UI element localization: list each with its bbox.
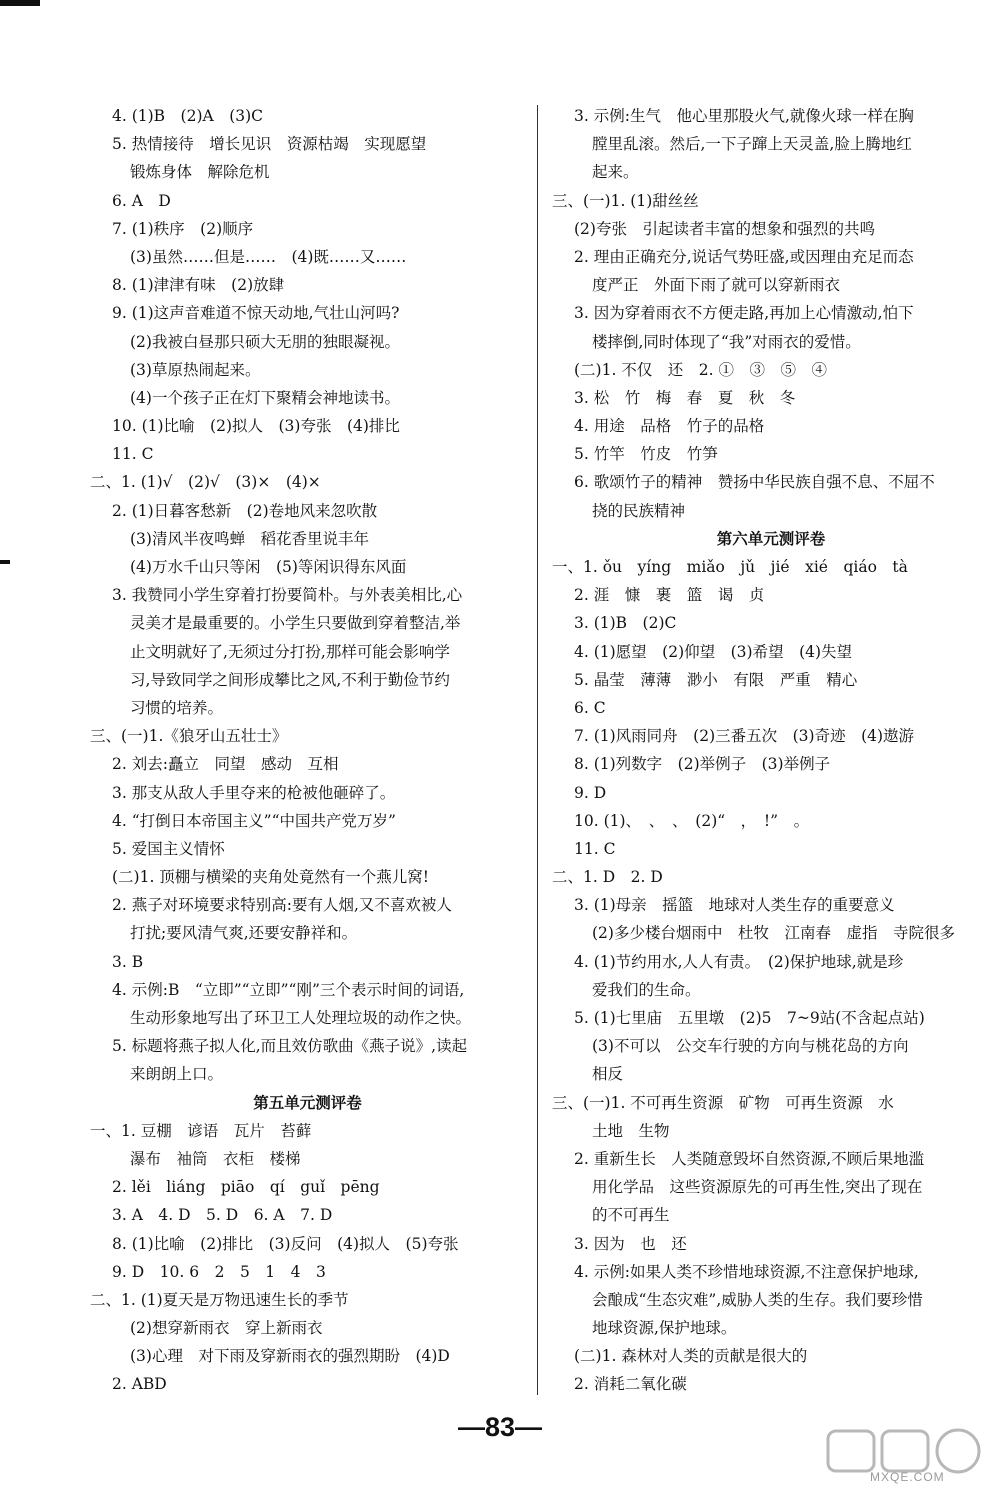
answer-line: 5. (1)七里庙 五里墩 (2)5 7~9站(不含起点站) — [574, 1009, 925, 1027]
answer-line: 4. 用途 品格 竹子的品格 — [574, 417, 765, 436]
answer-line: 8. (1)比喻 (2)排比 (3)反问 (4)拟人 (5)夸张 — [112, 1234, 459, 1253]
answer-line: 3. (1)母亲 摇篮 地球对人类生存的重要意义 — [574, 896, 895, 915]
answer-line: 9. D — [574, 783, 607, 802]
answer-line: 用化学品 这些资源原先的可再生性,突出了现在 — [592, 1178, 923, 1197]
answer-line: 2. 涯 慷 裹 篮 谒 贞 — [574, 586, 765, 605]
answer-line: 6. 歌颂竹子的精神 赞扬中华民族自强不息、不屈不 — [574, 473, 935, 492]
answer-line: 三、(一)1. (1)甜丝丝 — [552, 191, 699, 210]
answer-line: 5. 爱国主义情怀 — [112, 839, 225, 858]
answer-line: 习惯的培养。 — [130, 698, 224, 717]
answer-line: 7. (1)秩序 (2)顺序 — [112, 219, 254, 238]
answer-line: 2. 消耗二氧化碳 — [574, 1375, 687, 1394]
answer-line: 打扰;要风清气爽,还要安静祥和。 — [130, 924, 358, 943]
answer-line: 3. 示例:生气 他心里那股火气,就像火球一样在胸 — [574, 107, 914, 125]
answer-line: 3. 因为 也 还 — [574, 1234, 687, 1253]
answer-line: 二、1. (1)√ (2)√ (3)× (4)× — [90, 473, 321, 492]
answer-line: 6. A D — [112, 191, 171, 210]
answer-line: 相反 — [592, 1065, 624, 1084]
answer-line: (4)一个孩子正在灯下聚精会神地读书。 — [130, 388, 400, 407]
answer-line: 2. 刘去:矗立 同望 感动 互相 — [112, 755, 339, 774]
section-title: 第五单元测评卷 — [253, 1092, 362, 1112]
answer-line: 9. (1)这声音难道不惊天动地,气壮山河吗? — [112, 304, 400, 323]
answer-line: 5. 竹竿 竹皮 竹笋 — [574, 445, 718, 464]
answer-line: 2. (1)日暮客愁新 (2)卷地风来忽吹散 — [112, 501, 378, 520]
answer-line: (3)草原热闹起来。 — [130, 360, 261, 379]
answer-line: (2)我被白昼那只硕大无朋的独眼凝视。 — [130, 332, 400, 351]
answer-line: (3)不可以 公交车行驶的方向与桃花岛的方向 — [592, 1037, 909, 1056]
answer-line: 11. C — [574, 839, 616, 858]
answer-line: 2. ABD — [112, 1375, 167, 1394]
answer-line: 一、1. ǒu yíng miǎo jǔ jié xié qiáo tà — [552, 558, 908, 576]
answer-line: (4)万水千山只等闲 (5)等闲识得东风面 — [130, 558, 407, 576]
answer-line: 生动形象地写出了环卫工人处理垃圾的动作之快。 — [130, 1009, 472, 1027]
answer-line: 3. 因为穿着雨衣不方便走路,再加上心情激动,怕下 — [574, 304, 914, 323]
answer-line: 土地 生物 — [592, 1121, 670, 1140]
column-divider — [537, 105, 538, 1395]
answer-line: 4. “打倒日本帝国主义”“中国共产党万岁” — [112, 811, 396, 830]
left-column — [90, 102, 525, 1399]
answer-line: 的不可再生 — [592, 1206, 670, 1225]
section-title: 第六单元测评卷 — [716, 528, 826, 548]
answer-line: 7. (1)风雨同舟 (2)三番五次 (3)奇迹 (4)遨游 — [574, 727, 915, 746]
answer-line: 2. 重新生长 人类随意毁坏自然资源,不顾后果地滥 — [574, 1149, 925, 1168]
answer-line: (二)1. 森林对人类的贡献是很大的 — [574, 1347, 808, 1366]
answer-line: 起来。 — [592, 163, 639, 182]
answer-line: (3)清风半夜鸣蝉 稻花香里说丰年 — [130, 529, 369, 548]
answer-line: 4. (1)节约用水,人人有责。 (2)保护地球,就是珍 — [574, 952, 904, 971]
answer-line: 5. 热情接待 增长见识 资源枯竭 实现愿望 — [112, 135, 427, 154]
answer-line: (2)夸张 引起读者丰富的想象和强烈的共鸣 — [574, 219, 875, 238]
answer-line: 2. lěi liáng piāo qí guǐ pēng — [112, 1178, 380, 1197]
answer-line: 5. 标题将燕子拟人化,而且效仿歌曲《燕子说》,读起 — [112, 1037, 468, 1056]
answer-line: (2)多少楼台烟雨中 杜牧 江南春 虚指 寺院很多 — [592, 924, 955, 943]
answer-line: 楼摔倒,同时体现了“我”对雨衣的爱惜。 — [592, 332, 861, 351]
answer-line: 10. (1)、 、 、 (2)“ ， !” 。 — [574, 811, 810, 830]
answer-line: 爱我们的生命。 — [592, 980, 701, 999]
answer-line: 习,导致同学之间形成攀比之风,不利于勤俭节约 — [130, 670, 450, 689]
answer-line: 3. B — [112, 952, 144, 971]
answer-line: (3)虽然……但是…… (4)既……又…… — [130, 247, 407, 266]
answer-line: 10. (1)比喻 (2)拟人 (3)夸张 (4)排比 — [112, 417, 400, 436]
answer-line: 锻炼身体 解除危机 — [130, 163, 270, 182]
answer-line: 6. C — [574, 698, 606, 717]
answer-line: 3. (1)B (2)C — [574, 614, 677, 633]
answer-line: 3. 我赞同小学生穿着打扮要简朴。与外表美相比,心 — [112, 586, 463, 605]
answer-line: 膛里乱滚。然后,一下子蹿上天灵盖,脸上腾地红 — [592, 135, 912, 154]
answer-line: 4. 示例:B “立即”“立即”“刚”三个表示时间的词语, — [112, 980, 465, 999]
top-corner-mark — [0, 0, 40, 6]
answer-line: 2. 燕子对环境要求特别高:要有人烟,又不喜欢被人 — [112, 896, 452, 915]
answer-line: 二、1. D 2. D — [552, 868, 663, 887]
answer-line: 三、(一)1. 不可再生资源 矿物 可再生资源 水 — [552, 1093, 894, 1112]
answer-line: 8. (1)列数字 (2)举例子 (3)举例子 — [574, 755, 831, 774]
answer-line: 2. 理由正确充分,说话气势旺盛,或因理由充足而态 — [574, 247, 914, 266]
answer-line: 3. 那支从敌人手里夺来的枪被他砸碎了。 — [112, 783, 396, 802]
answer-line: (2)想穿新雨衣 穿上新雨衣 — [130, 1319, 323, 1338]
answer-line: 来朗朗上口。 — [130, 1065, 224, 1084]
answer-line: 4. 示例:如果人类不珍惜地球资源,不注意保护地球, — [574, 1262, 919, 1281]
watermark-url: MXQE.COM — [870, 1470, 945, 1484]
answer-line: 灵美才是最重要的。小学生只要做到穿着整洁,举 — [130, 614, 461, 633]
answer-line: (3)心理 对下雨及穿新雨衣的强烈期盼 (4)D — [130, 1347, 450, 1366]
answer-line: 会酿成“生态灾难”,威胁人类的生存。我们要珍惜 — [592, 1290, 923, 1309]
side-margin-mark — [0, 560, 10, 564]
answer-line: (二)1. 顶棚与横梁的夹角处竟然有一个燕儿窝! — [112, 868, 430, 887]
answer-line: 地球资源,保护地球。 — [592, 1319, 737, 1338]
answer-line: 一、1. 豆棚 谚语 瓦片 苔藓 — [90, 1121, 312, 1140]
answer-line: 二、1. (1)夏天是万物迅速生长的季节 — [90, 1290, 349, 1309]
answer-line: 3. 松 竹 梅 春 夏 秋 冬 — [574, 388, 796, 407]
answer-line: 止文明就好了,无须过分打扮,那样可能会影响学 — [130, 642, 450, 661]
answer-line: (二)1. 不仅 还 2. ① ③ ⑤ ④ — [574, 360, 828, 379]
answer-line: 度严正 外面下雨了就可以穿新雨衣 — [592, 276, 841, 295]
answer-line: 三、(一)1.《狼牙山五壮士》 — [90, 727, 288, 746]
answer-line: 5. 晶莹 薄薄 渺小 有限 严重 精心 — [574, 670, 858, 689]
answer-line: 3. A 4. D 5. D 6. A 7. D — [112, 1206, 333, 1225]
answer-line: 4. (1)愿望 (2)仰望 (3)希望 (4)失望 — [574, 642, 853, 661]
answer-line: 4. (1)B (2)A (3)C — [112, 107, 264, 125]
answer-line: 9. D 10. 6 2 5 1 4 3 — [112, 1262, 326, 1281]
answer-line: 挠的民族精神 — [592, 501, 686, 520]
right-column — [552, 102, 990, 1399]
answer-line: 11. C — [112, 445, 154, 464]
answer-line: 8. (1)津津有味 (2)放肆 — [112, 276, 285, 295]
answer-line: 瀑布 袖筒 衣柜 楼梯 — [130, 1149, 301, 1168]
page-number: —83— — [457, 1412, 543, 1442]
